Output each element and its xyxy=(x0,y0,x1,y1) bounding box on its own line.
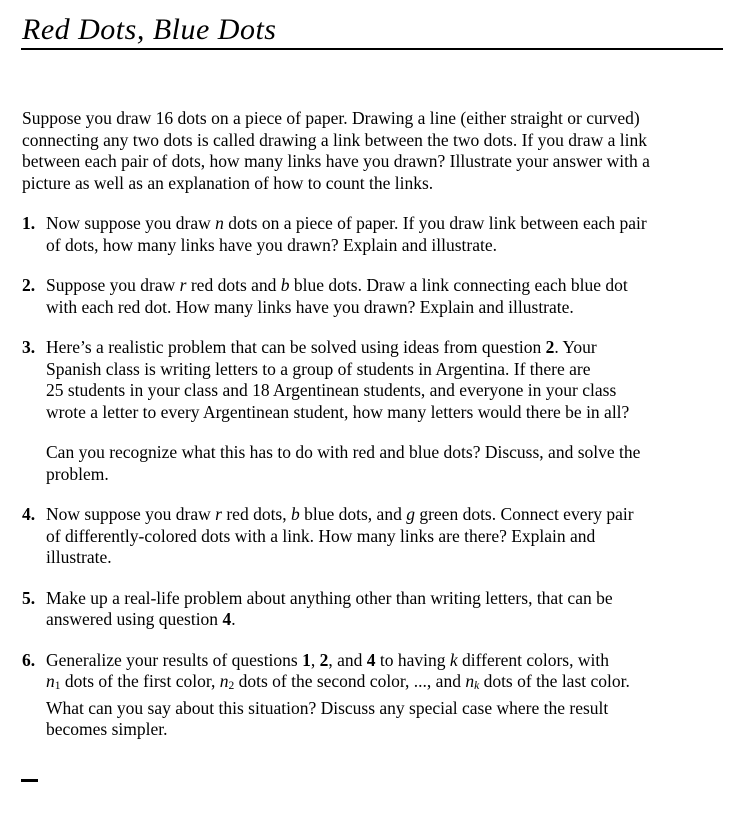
text-segment: 4 xyxy=(366,649,376,670)
text-segment: to having xyxy=(375,649,450,670)
question-item-4 xyxy=(22,504,730,588)
text-segment: blue dots, and xyxy=(299,504,407,524)
text-segment: r xyxy=(215,504,222,524)
text-segment: Suppose you draw 16 dots on a piece of paper. Drawing a line (either straight or curved) xyxy=(22,108,640,128)
question-paragraph xyxy=(46,337,730,423)
text-segment: n xyxy=(219,671,229,691)
question-number: 5. xyxy=(22,587,36,608)
text-segment: of dots, how many links have you drawn? Explain and illustrate. xyxy=(46,234,498,255)
text-segment: Generalize your results of questions xyxy=(46,649,303,670)
text-segment: n xyxy=(465,671,475,691)
text-segment: 2 xyxy=(228,680,235,692)
question-item-6 xyxy=(22,650,730,760)
text-segment: connecting any two dots is called drawing a link between the two dots. If you draw a link xyxy=(22,129,647,150)
text-segment: green dots. Connect every pair xyxy=(414,504,634,524)
text-segment: . Your xyxy=(554,337,597,357)
text-segment: 4 xyxy=(222,609,232,629)
question-body xyxy=(46,275,730,337)
text-segment: 25 students in your class and 18 Argentinean students, and everyone in your class xyxy=(46,380,617,400)
question-body xyxy=(46,213,730,275)
question-paragraph xyxy=(46,588,730,631)
text-segment: with each red dot. How many links have you drawn? Explain and illustrate. xyxy=(46,296,574,317)
question-paragraph xyxy=(46,650,730,741)
text-segment: What can you say about this situation? Discuss any special case where the result xyxy=(46,697,609,718)
text-segment: Now suppose you draw xyxy=(46,213,216,233)
text-segment: red dots and xyxy=(186,275,281,295)
text-segment: b xyxy=(280,275,290,295)
text-segment: Now suppose you draw xyxy=(46,504,216,524)
text-segment: blue dots. Draw a link connecting each blue dot xyxy=(289,275,628,295)
question-number: 3. xyxy=(22,337,36,357)
question-paragraph xyxy=(46,213,730,256)
text-segment: Spanish class is writing letters to a group of students in Argentina. If there are xyxy=(46,358,591,379)
text-segment: , xyxy=(310,649,320,670)
text-segment: dots of the last color. xyxy=(479,671,630,691)
intro-paragraph xyxy=(22,108,730,194)
question-paragraph xyxy=(46,504,730,569)
text-segment: Suppose you draw xyxy=(46,275,180,295)
text-segment: dots of the first color, xyxy=(60,671,220,691)
text-segment: , and xyxy=(328,649,367,670)
text-segment: picture as well as an explanation of how to count the links. xyxy=(22,172,434,193)
question-item-1 xyxy=(22,213,730,275)
text-segment: dots on a piece of paper. If you draw link between each pair xyxy=(223,213,647,233)
text-segment: n xyxy=(46,671,55,691)
text-segment: dots of the second color, ..., and xyxy=(234,671,466,691)
question-body xyxy=(46,504,730,588)
document-header xyxy=(21,14,723,50)
text-segment: k xyxy=(449,649,458,670)
question-body xyxy=(46,588,730,650)
text-segment: answered using question xyxy=(46,609,223,629)
footer-dash-mark xyxy=(21,779,38,782)
text-segment: g xyxy=(406,504,415,524)
text-segment: Here’s a realistic problem that can be solved using ideas from question xyxy=(46,337,546,357)
text-segment: 1 xyxy=(302,649,311,670)
question-body xyxy=(46,650,730,760)
text-segment: . xyxy=(231,609,236,629)
text-segment: illustrate. xyxy=(46,547,112,567)
question-number: 2. xyxy=(22,275,36,295)
text-segment: wrote a letter to every Argentinean student, how many letters would there be in all? xyxy=(46,401,630,422)
text-segment: red dots, xyxy=(221,504,291,524)
question-body xyxy=(46,337,730,504)
text-segment: 2 xyxy=(545,337,555,357)
text-segment: 1 xyxy=(54,680,61,692)
text-segment: becomes simpler. xyxy=(46,719,168,739)
question-number: 4. xyxy=(22,504,36,524)
text-segment: problem. xyxy=(46,463,109,484)
text-segment: k xyxy=(474,680,480,692)
question-paragraph xyxy=(46,275,730,318)
page-title: Red Dots, Blue Dots xyxy=(22,13,277,46)
text-segment: b xyxy=(291,504,300,524)
question-item-3 xyxy=(22,337,730,504)
text-segment: different colors, with xyxy=(457,649,609,670)
text-segment: 2 xyxy=(319,649,329,670)
question-number: 6. xyxy=(22,649,36,670)
text-segment: Can you recognize what this has to do with red and blue dots? Discuss, and solve the xyxy=(46,442,641,462)
text-segment: Make up a real-life problem about anything other than writing letters, that can be xyxy=(46,587,613,608)
text-segment: between each pair of dots, how many links have you drawn? Illustrate your answer with a xyxy=(22,151,650,171)
question-paragraph xyxy=(46,442,730,485)
question-item-5 xyxy=(22,588,730,650)
question-item-2 xyxy=(22,275,730,337)
question-list xyxy=(22,213,730,760)
text-segment: n xyxy=(215,213,224,233)
text-segment: r xyxy=(179,275,187,295)
text-segment: of differently-colored dots with a link. How many links are there? Explain and xyxy=(46,525,596,546)
document-body xyxy=(22,108,730,760)
question-number: 1. xyxy=(22,213,36,233)
